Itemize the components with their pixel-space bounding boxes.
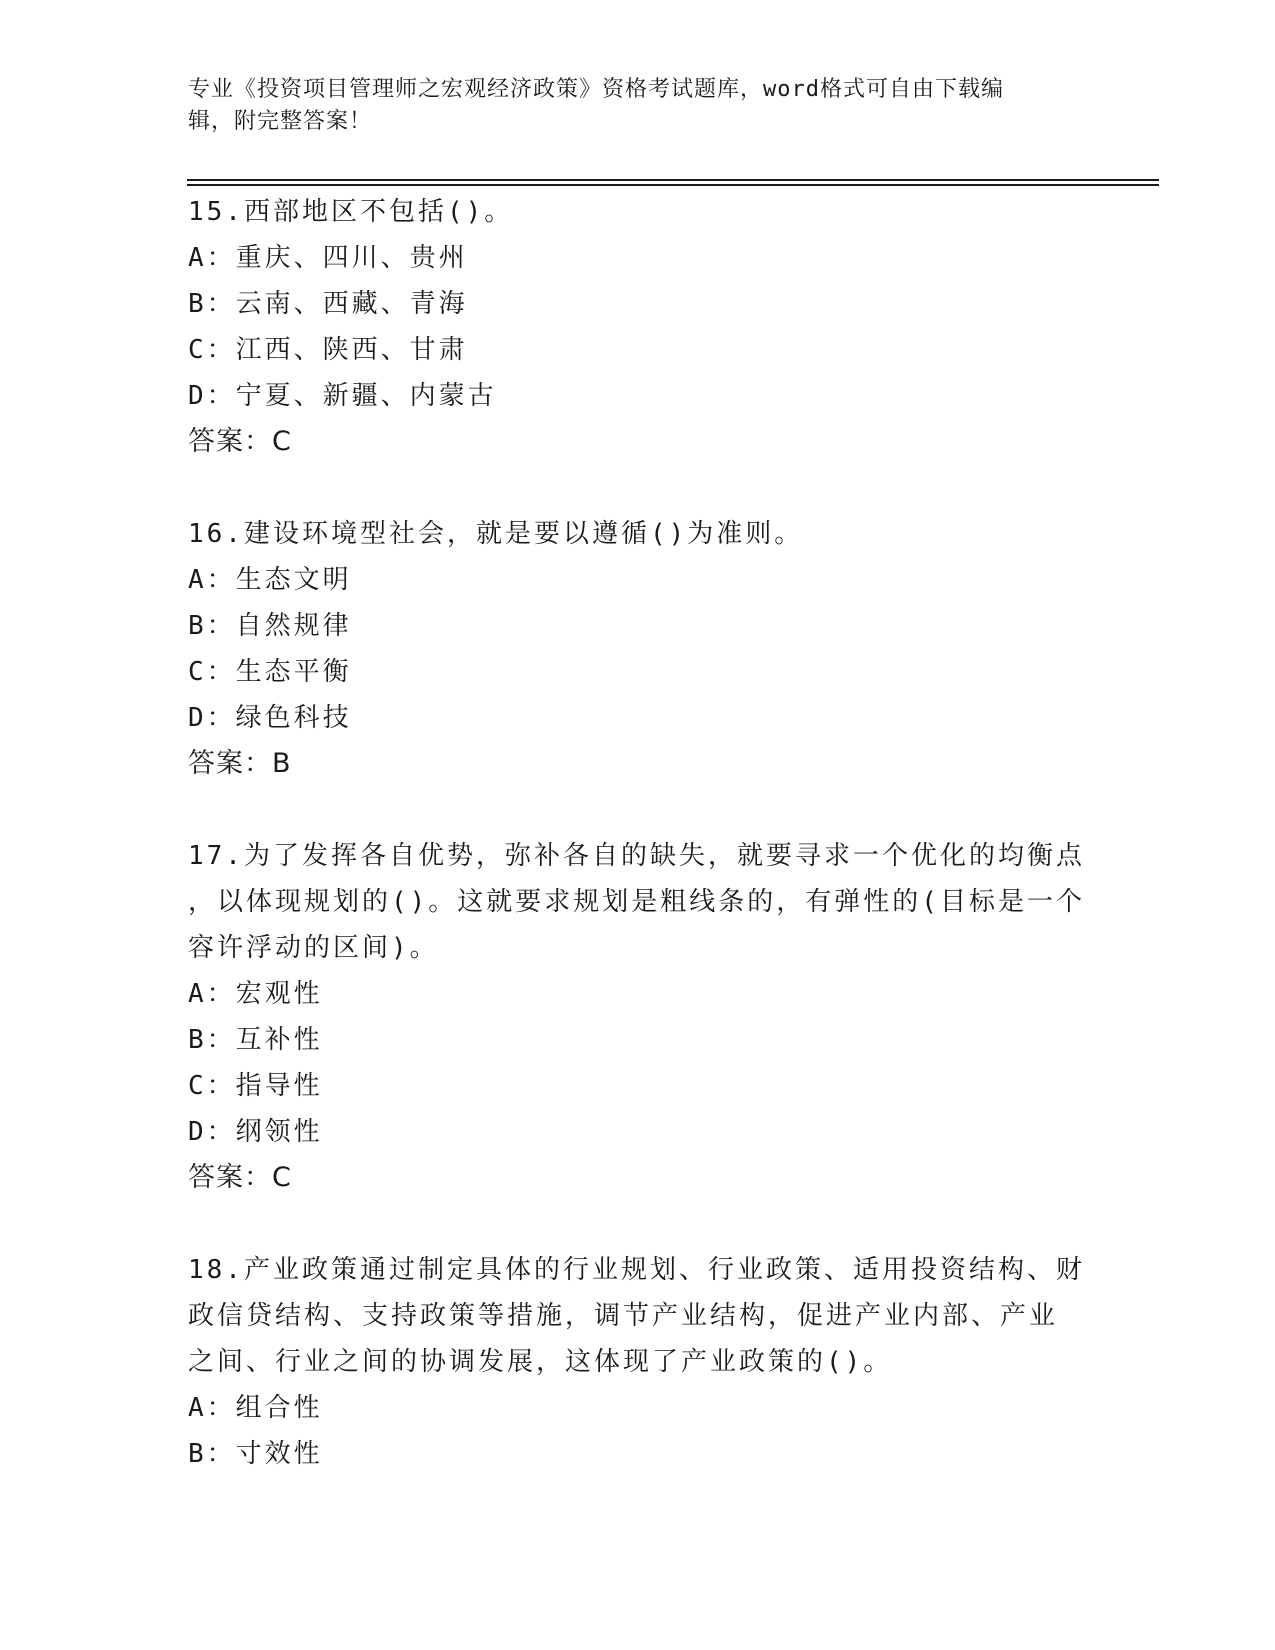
stem-line: 16.建设环境型社会，就是要以遵循()为准则。 xyxy=(188,519,804,549)
question-16 xyxy=(188,511,1088,787)
option-d: D：纲领性 xyxy=(188,1117,323,1147)
option-b: B：自然规律 xyxy=(188,611,352,641)
option-d: D：宁夏、新疆、内蒙古 xyxy=(188,381,497,411)
stem-line: 17.为了发挥各自优势，弥补各自的缺失，就要寻求一个优化的均衡点 xyxy=(188,841,1085,871)
option-c: C：生态平衡 xyxy=(188,657,352,687)
question-stem xyxy=(188,511,1088,557)
stem-line: 18.产业政策通过制定具体的行业规划、行业政策、适用投资结构、财 xyxy=(188,1255,1085,1285)
question-stem xyxy=(188,1247,1088,1385)
question-stem xyxy=(188,189,1088,235)
option-b: B：寸效性 xyxy=(188,1439,323,1469)
question-spacer xyxy=(188,787,1088,833)
option-d: D：绿色科技 xyxy=(188,703,352,733)
option-a: A：重庆、四川、贵州 xyxy=(188,243,468,273)
option-b: B：云南、西藏、青海 xyxy=(188,289,468,319)
answer-text: 答案：C xyxy=(188,426,292,457)
question-18 xyxy=(188,1247,1088,1477)
question-spacer xyxy=(188,465,1088,511)
option-a: A：生态文明 xyxy=(188,565,352,595)
header-rule-bottom xyxy=(187,184,1159,186)
document-header xyxy=(188,74,1088,138)
stem-line: 15.西部地区不包括()。 xyxy=(188,197,514,227)
question-spacer xyxy=(188,1201,1088,1247)
header-line-2: 辑，附完整答案！ xyxy=(188,109,373,134)
stem-line: ，以体现规划的()。这就要求规划是粗线条的，有弹性的(目标是一个 xyxy=(188,887,1085,917)
answer-text: 答案：B xyxy=(188,748,292,779)
option-c: C：江西、陕西、甘肃 xyxy=(188,335,468,365)
option-a: A：组合性 xyxy=(188,1393,323,1423)
question-15 xyxy=(188,189,1088,465)
header-rule-top xyxy=(187,179,1159,181)
question-list xyxy=(188,189,1088,1477)
stem-line: 之间、行业之间的协调发展，这体现了产业政策的()。 xyxy=(188,1347,893,1377)
question-stem xyxy=(188,833,1088,971)
option-a: A：宏观性 xyxy=(188,979,323,1009)
option-b: B：互补性 xyxy=(188,1025,323,1055)
stem-line: 容许浮动的区间)。 xyxy=(188,933,439,963)
stem-line: 政信贷结构、支持政策等措施，调节产业结构，促进产业内部、产业 xyxy=(188,1301,1059,1331)
answer-text: 答案：C xyxy=(188,1162,292,1193)
option-c: C：指导性 xyxy=(188,1071,323,1101)
header-line-1: 专业《投资项目管理师之宏观经济政策》资格考试题库，word格式可自由下载编 xyxy=(188,77,1004,102)
question-17 xyxy=(188,833,1088,1201)
